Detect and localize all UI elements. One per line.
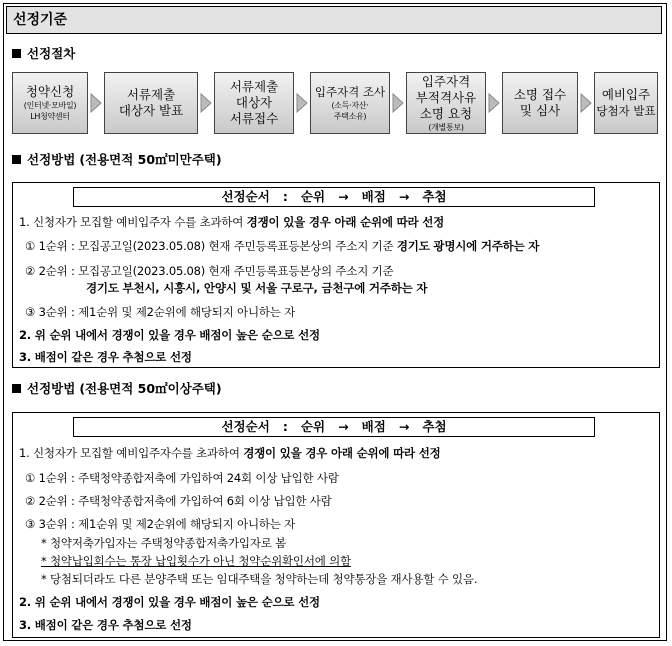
step-4-line-1: 입주자격 조사 bbox=[314, 85, 386, 99]
method1-heading bbox=[12, 151, 222, 169]
step-2-line-1: 서류제출 bbox=[126, 87, 176, 102]
step-3-line-1: 서류제출 bbox=[229, 79, 279, 94]
flow-arrow-icon bbox=[579, 92, 593, 114]
step-5-line-3: 소명 요청 bbox=[419, 105, 473, 121]
method1-box bbox=[12, 182, 660, 368]
step-5-small-1: (개별통보) bbox=[428, 122, 464, 132]
flow-arrow-icon bbox=[295, 92, 309, 114]
step-1-line-1: 청약신청 bbox=[25, 84, 75, 99]
procedure-heading bbox=[12, 45, 75, 63]
method2-note-3: * 당첨되더라도 다른 분양주택 또는 임대주택을 청약하는데 청약통장을 재사용할 수 있음. bbox=[41, 572, 478, 586]
method2-order: 선정순서 : 순위 → 배점 → 추첨 bbox=[73, 417, 595, 437]
method2-note-1: * 청약저축가입자는 주택청약종합저축가입자로 봄 bbox=[41, 536, 287, 550]
method1-rank-1-text: ① 1순위 : 모집공고일(2023.05.08) 현재 주민등록표등본상의 주소지 기준 bbox=[25, 239, 397, 253]
method1-rule-1 bbox=[19, 214, 444, 230]
method1-heading-text: 선정방법 bbox=[27, 152, 76, 167]
method2-rule-2: 2. 위 순위 내에서 경쟁이 있을 경우 배점이 높은 순으로 선정 bbox=[19, 595, 320, 609]
page-title: 선정기준 bbox=[6, 6, 662, 34]
method2-rule-1 bbox=[19, 445, 441, 461]
method2-rule-1-bold: 경쟁이 있을 경우 아래 순위에 따라 선정 bbox=[243, 446, 441, 460]
procedure-flow bbox=[12, 72, 662, 136]
method1-subheading: (전용면적 50㎡미만주택) bbox=[79, 152, 222, 167]
method2-rule-3: 3. 배점이 같은 경우 추첨으로 선정 bbox=[19, 618, 192, 632]
flow-step-2 bbox=[104, 72, 198, 134]
square-bullet-icon bbox=[12, 384, 21, 393]
method2-note-2: * 청약납입회수는 통장 납입횟수가 아닌 청약순위확인서에 의함 bbox=[41, 554, 351, 568]
flow-step-5 bbox=[406, 72, 486, 134]
flow-step-7 bbox=[594, 72, 658, 134]
step-2-line-2: 대상자 발표 bbox=[118, 103, 184, 118]
flow-arrow-icon bbox=[487, 92, 501, 114]
method1-rank-2-area: 경기도 부천시, 시흥시, 안양시 및 서울 구로구, 금천구에 거주하는 자 bbox=[86, 281, 428, 295]
square-bullet-icon bbox=[12, 49, 21, 58]
method2-heading-text: 선정방법 bbox=[27, 381, 76, 396]
square-bullet-icon bbox=[12, 155, 21, 164]
step-4-small-2: 주택소유) bbox=[333, 112, 367, 121]
method1-rule-1-bold: 경쟁이 있을 경우 아래 순위에 따라 선정 bbox=[246, 215, 445, 229]
method2-rule-1-text: 1. 신청자가 모집할 예비입주자수를 초과하여 bbox=[19, 446, 244, 460]
step-5-line-2: 부적격사유 bbox=[415, 89, 477, 105]
flow-arrow-icon bbox=[89, 92, 103, 114]
step-6-line-1: 소명 접수 bbox=[513, 87, 567, 102]
step-6-line-2: 및 심사 bbox=[519, 103, 561, 118]
flow-step-1 bbox=[12, 72, 88, 134]
flow-step-4 bbox=[310, 72, 390, 134]
method2-box bbox=[12, 412, 660, 638]
step-7-line-1: 예비입주 bbox=[601, 87, 651, 102]
step-1-small-1: (인터넷·모바일) bbox=[23, 101, 77, 110]
method2-rank-2: ② 2순위 : 주택청약종합저축에 가입하여 6회 이상 납입한 사람 bbox=[25, 494, 332, 508]
method1-rule-3: 3. 배점이 같은 경우 추첨으로 선정 bbox=[19, 350, 192, 364]
method1-rank-3: ③ 3순위 : 제1순위 및 제2순위에 해당되지 아니하는 자 bbox=[25, 305, 296, 319]
method2-rank-1: ① 1순위 : 주택청약종합저축에 가입하여 24회 이상 납입한 사람 bbox=[25, 471, 339, 485]
method1-rank-1-bold: 경기도 광명시에 거주하는 자 bbox=[396, 239, 540, 253]
method2-subheading: (전용면적 50㎡이상주택) bbox=[79, 381, 222, 396]
step-3-line-3: 서류접수 bbox=[229, 111, 279, 126]
step-3-line-2: 대상자 bbox=[235, 95, 273, 110]
method1-rank-1 bbox=[25, 238, 539, 254]
flow-step-6 bbox=[502, 72, 578, 134]
step-7-line-2: 당첨자 발표 bbox=[596, 104, 656, 118]
step-4-small-1: (소득·자산· bbox=[331, 101, 369, 110]
method1-order: 선정순서 : 순위 → 배점 → 추첨 bbox=[73, 187, 595, 207]
method2-heading bbox=[12, 380, 222, 398]
flow-arrow-icon bbox=[199, 92, 213, 114]
step-1-small-2: LH청약센터 bbox=[30, 112, 70, 121]
flow-step-3 bbox=[214, 72, 294, 134]
method1-rule-1-text: 1. 신청자가 모집할 예비입주자 수를 초과하여 bbox=[19, 215, 247, 229]
method1-rank-2: ② 2순위 : 모집공고일(2023.05.08) 현재 주민등록표등본상의 주소지 기준 bbox=[25, 264, 394, 278]
method1-rule-2: 2. 위 순위 내에서 경쟁이 있을 경우 배점이 높은 순으로 선정 bbox=[19, 328, 320, 342]
procedure-heading-text: 선정절차 bbox=[27, 46, 76, 61]
method2-rank-3: ③ 3순위 : 제1순위 및 제2순위에 해당되지 아니하는 자 bbox=[25, 517, 296, 531]
step-5-line-1: 입주자격 bbox=[421, 73, 471, 89]
flow-arrow-icon bbox=[391, 92, 405, 114]
